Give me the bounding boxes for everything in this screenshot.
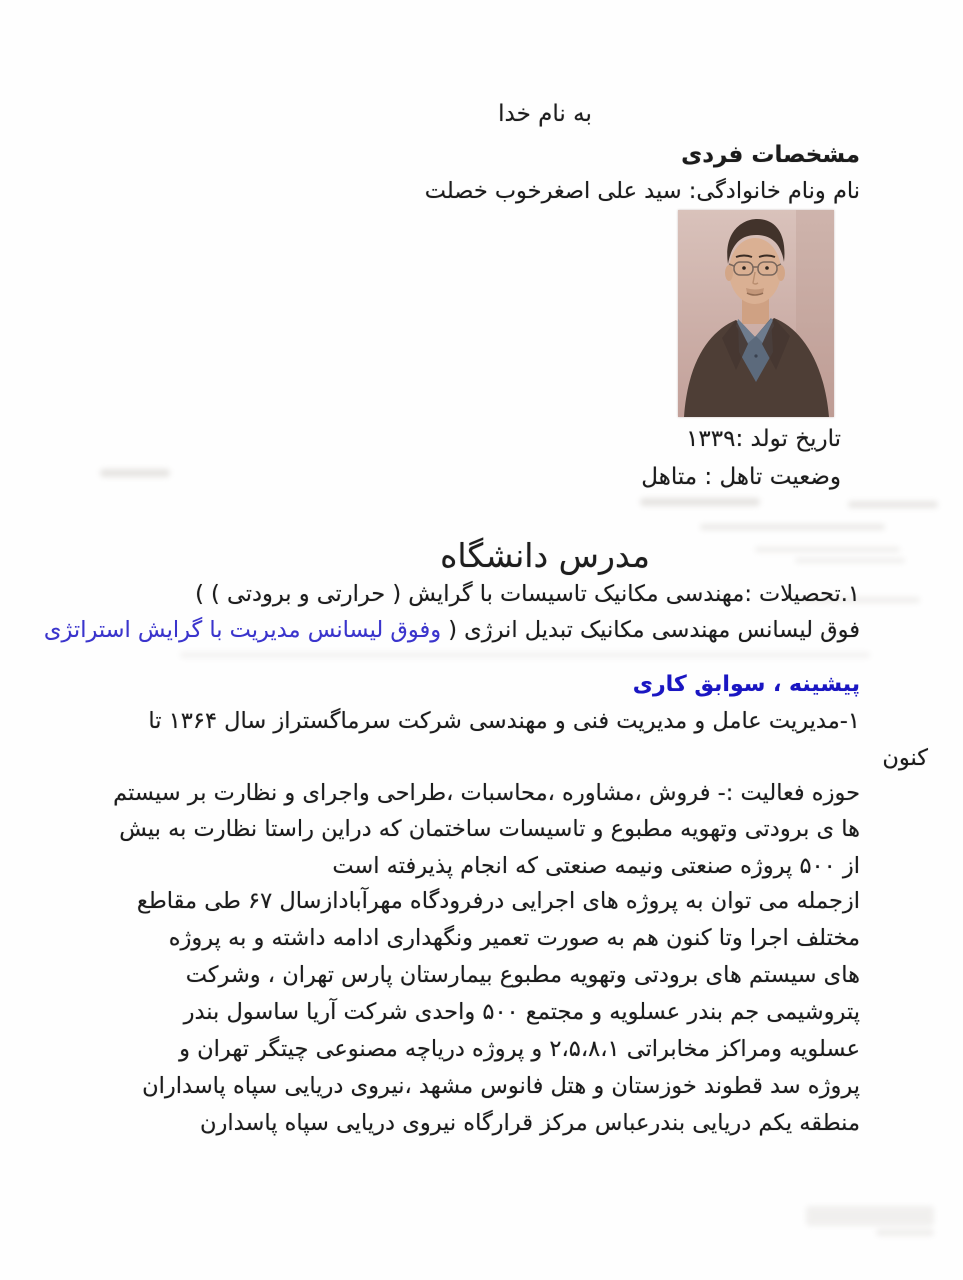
work-line: مختلف اجرا وتا کنون هم به صورت تعمیر ونگهداری ادامه داشته و به پروژه (168, 925, 860, 951)
work-line: منطقه یکم دریایی بندرعباس مرکز قرارگاه نیروی دریایی سپاه پاسدارن (200, 1110, 860, 1136)
management-degree-link[interactable]: وفوق لیسانس مدیریت با گرایش استراتژی (43, 617, 442, 643)
work-line: کنون (882, 745, 928, 771)
work-line: حوزه فعالیت :- فروش ،مشاوره ،محاسبات ،طراحی واجرای و نظارت بر سیستم (113, 780, 860, 806)
education-line-1: ۱.تحصیلات :مهندسی مکانیک تاسیسات با گرایش ( حرارتی و برودتی ) ) (195, 581, 860, 607)
bismillah-line: به نام خدا (498, 101, 592, 127)
work-line: ۱-مدیریت عامل و مدیریت فنی و مهندسی شرکت سرماگستراز سال ۱۳۶۴ تا (148, 708, 860, 734)
education-line-2 (44, 615, 860, 645)
education-line-2-text: فوق لیسانس مهندسی مکانیک تبدیل انرژی ( (441, 617, 860, 643)
marital-status-line: وضعیت تاهل : متاهل (641, 464, 841, 490)
work-line: ازجمله می توان به پروژه های اجرایی درفرودگاه مهرآبادازسال ۶۷ طی مقاطع (136, 888, 860, 914)
birth-date-line: تاریخ تولد :۱۳۳۹ (686, 426, 841, 452)
scan-artifact (848, 501, 938, 508)
personal-info-heading: مشخصات فردی (681, 142, 860, 168)
name-line: نام ونام خانوادگی: سید علی اصغرخوب خصلت (424, 178, 860, 204)
scan-artifact (700, 524, 885, 530)
scan-artifact (640, 498, 760, 506)
document-title: مدرس دانشگاه (440, 536, 650, 575)
work-line: از ۵۰۰ پروژه صنعتی ونیمه صنعتی که انجام پذیرفته است (332, 853, 860, 879)
work-line: پروژه سد قطوند خوزستان و هتل فانوس مشهد ،نیروی دریایی سپاه پاسداران (142, 1073, 860, 1099)
work-line: عسلویه ومراکز مخابراتی ۲،۵،۸،۱ و پروژه دریاچه مصنوعی چیتگر تهران و (179, 1036, 860, 1062)
scan-artifact (180, 652, 870, 658)
work-line: پتروشیمی جم بندر عسلویه و مجتمع ۵۰۰ واحدی شرکت آریا ساسول بندر (183, 999, 860, 1025)
scan-artifact (100, 469, 170, 477)
work-history-heading: پیشینه ، سوابق کاری (632, 672, 860, 697)
scan-artifact (876, 1229, 934, 1236)
scan-artifact (806, 1206, 934, 1226)
portrait-photo (678, 210, 834, 417)
work-line: ها ی برودتی وتهویه مطبوع و تاسیسات ساختمان که دراین راستا نظارت به بیش (119, 816, 860, 842)
work-line: های سیستم های برودتی وتهویه مطبوع بیمارستان پارس تهران ، وشرکت (185, 962, 860, 988)
